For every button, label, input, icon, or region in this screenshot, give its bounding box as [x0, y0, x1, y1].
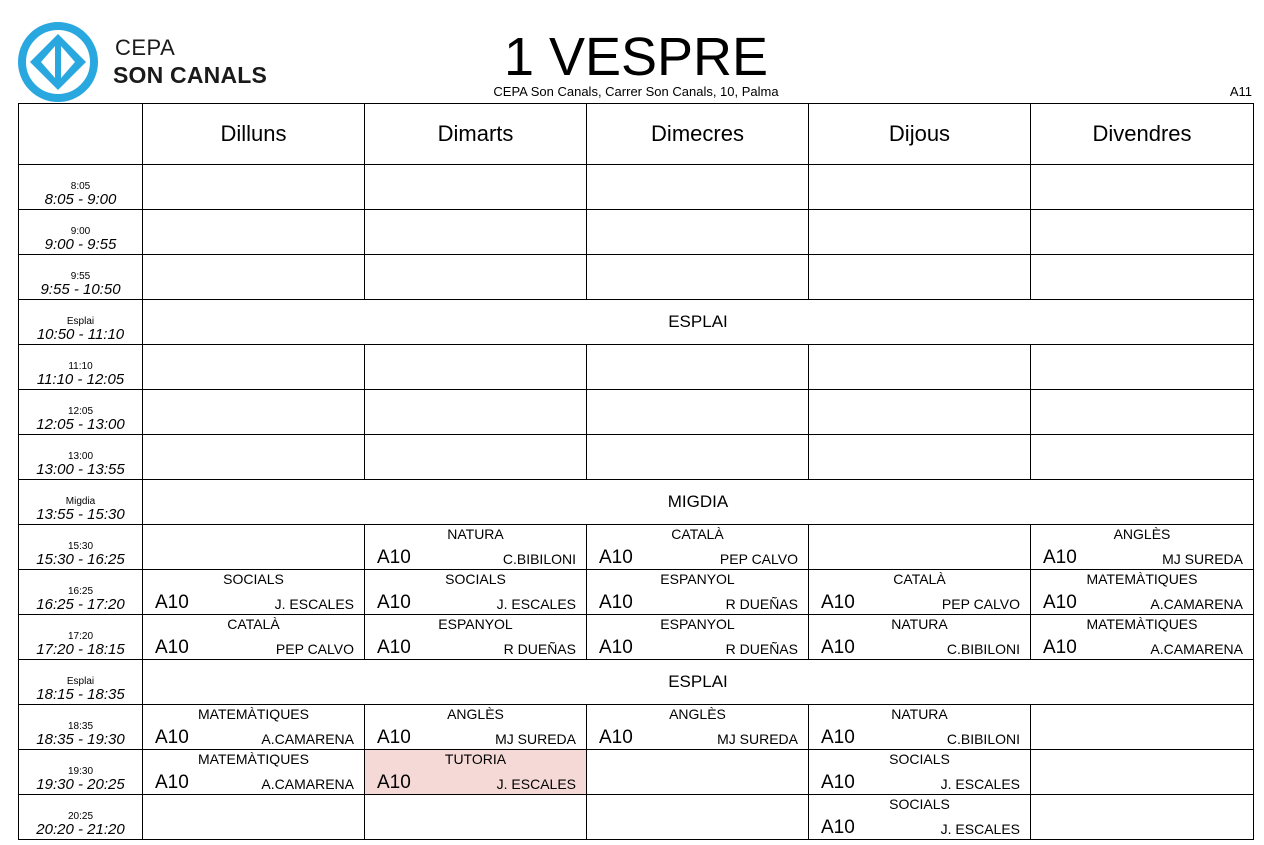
empty-cell: [1031, 345, 1254, 390]
time-slot-start: Esplai: [66, 676, 95, 687]
time-slot-range: 20:20 - 21:20: [36, 821, 125, 838]
lesson-teacher: A.CAMARENA: [1150, 596, 1243, 612]
empty-cell: [365, 255, 587, 300]
time-slot-range: 9:00 - 9:55: [44, 236, 117, 253]
lesson-teacher: PEP CALVO: [941, 596, 1020, 612]
lesson-room: A10: [1043, 592, 1077, 613]
lesson-teacher: J. ESCALES: [274, 596, 354, 612]
lesson-teacher: PEP CALVO: [275, 641, 354, 657]
lesson-room: A10: [599, 592, 633, 613]
room-code: A11: [1229, 84, 1252, 99]
time-slot-cell: [19, 615, 143, 660]
time-slot-start: 12:05: [67, 406, 94, 417]
lesson-room: A10: [1043, 547, 1077, 568]
empty-cell: [587, 750, 809, 795]
empty-cell: [809, 255, 1031, 300]
lesson-subject: SOCIALS: [223, 571, 284, 587]
time-slot-cell: [19, 480, 143, 525]
empty-cell: [365, 345, 587, 390]
lesson-subject: NATURA: [891, 616, 948, 632]
lesson-teacher: A.CAMARENA: [261, 776, 354, 792]
time-slot-range: 19:30 - 20:25: [36, 776, 125, 793]
lesson-subject: MATEMÀTIQUES: [198, 706, 309, 722]
time-slot-cell: [19, 750, 143, 795]
break-label: MIGDIA: [143, 480, 1254, 525]
empty-cell: [587, 345, 809, 390]
empty-cell: [587, 390, 809, 435]
lesson-room: A10: [377, 592, 411, 613]
school-logo-icon: [16, 20, 100, 104]
empty-cell: [143, 390, 365, 435]
time-slot-range: 13:55 - 15:30: [36, 506, 125, 523]
lesson-cell-monday: [143, 615, 365, 660]
lesson-cell-thursday: [809, 615, 1031, 660]
lesson-room: A10: [821, 772, 855, 793]
corner-cell: [19, 104, 143, 165]
empty-cell: [143, 435, 365, 480]
empty-cell: [365, 165, 587, 210]
table-row: [19, 525, 1254, 570]
lesson-cell-wednesday: [587, 525, 809, 570]
lesson-subject: ANGLÈS: [669, 706, 726, 722]
lesson-teacher: MJ SUREDA: [495, 731, 576, 747]
day-header-thursday: Dijous: [809, 104, 1031, 165]
day-header-monday: Dilluns: [143, 104, 365, 165]
lesson-room: A10: [155, 592, 189, 613]
time-slot-range: 13:00 - 13:55: [36, 461, 125, 478]
empty-cell: [587, 435, 809, 480]
empty-cell: [1031, 390, 1254, 435]
time-slot-cell: [19, 570, 143, 615]
lesson-cell-thursday: [809, 795, 1031, 840]
lesson-subject: ANGLÈS: [1113, 526, 1171, 542]
lesson-teacher: J. ESCALES: [940, 776, 1020, 792]
time-slot-cell: [19, 795, 143, 840]
day-header-wednesday: Dimecres: [587, 104, 809, 165]
break-label: ESPLAI: [143, 660, 1254, 705]
empty-cell: [365, 795, 587, 840]
lesson-cell-monday: [143, 705, 365, 750]
lesson-room: A10: [155, 727, 189, 748]
empty-cell: [143, 525, 365, 570]
lesson-teacher: C.BIBILONI: [502, 551, 576, 567]
empty-cell: [143, 165, 365, 210]
lesson-teacher: J. ESCALES: [940, 821, 1020, 837]
time-slot-cell: [19, 525, 143, 570]
empty-cell: [587, 795, 809, 840]
lesson-room: A10: [155, 637, 189, 658]
empty-cell: [1031, 165, 1254, 210]
empty-cell: [365, 390, 587, 435]
lesson-cell-tuesday: [365, 570, 587, 615]
lesson-room: A10: [821, 637, 855, 658]
table-row: [19, 660, 1254, 705]
lesson-teacher: MJ SUREDA: [717, 731, 798, 747]
time-slot-start: 19:30: [67, 766, 94, 777]
lesson-teacher: A.CAMARENA: [1150, 641, 1243, 657]
time-slot-range: 10:50 - 11:10: [36, 326, 125, 343]
time-slot-start: Migdia: [65, 496, 96, 507]
empty-cell: [587, 255, 809, 300]
time-slot-range: 11:10 - 12:05: [36, 371, 125, 388]
lesson-room: A10: [377, 547, 411, 568]
table-row: [19, 795, 1254, 840]
lesson-subject: CATALÀ: [227, 616, 280, 632]
table-row: [19, 750, 1254, 795]
lesson-room: A10: [155, 772, 189, 793]
empty-cell: [1031, 705, 1254, 750]
lesson-subject: NATURA: [447, 526, 504, 542]
lesson-room: A10: [1043, 637, 1077, 658]
table-row: [19, 165, 1254, 210]
lesson-cell-thursday: [809, 570, 1031, 615]
lesson-teacher: R DUEÑAS: [725, 596, 798, 612]
page-title: 1 VESPRE: [503, 27, 769, 87]
time-slot-cell: [19, 345, 143, 390]
lesson-room: A10: [599, 637, 633, 658]
table-row: [19, 345, 1254, 390]
lesson-cell-tuesday: [365, 615, 587, 660]
lesson-cell-tuesday: [365, 705, 587, 750]
lesson-room: A10: [821, 592, 855, 613]
lesson-subject: NATURA: [891, 706, 948, 722]
table-row: [19, 210, 1254, 255]
lesson-cell-friday: [1031, 570, 1254, 615]
time-slot-range: 8:05 - 9:00: [44, 191, 117, 208]
empty-cell: [1031, 795, 1254, 840]
lesson-cell-wednesday: [587, 705, 809, 750]
lesson-subject: TUTORIA: [444, 751, 507, 767]
empty-cell: [809, 210, 1031, 255]
lesson-room: A10: [377, 772, 411, 793]
lesson-teacher: R DUEÑAS: [503, 641, 576, 657]
lesson-cell-wednesday: [587, 570, 809, 615]
lesson-room: A10: [599, 547, 633, 568]
lesson-room: A10: [377, 727, 411, 748]
time-slot-cell: [19, 165, 143, 210]
empty-cell: [809, 525, 1031, 570]
empty-cell: [1031, 750, 1254, 795]
time-slot-range: 17:20 - 18:15: [36, 641, 125, 658]
lesson-cell-thursday: [809, 705, 1031, 750]
empty-cell: [143, 210, 365, 255]
lesson-subject: SOCIALS: [889, 751, 950, 767]
empty-cell: [143, 345, 365, 390]
time-slot-cell: [19, 300, 143, 345]
lesson-teacher: J. ESCALES: [496, 596, 576, 612]
table-row: [19, 435, 1254, 480]
lesson-subject: ANGLÈS: [447, 706, 504, 722]
time-slot-range: 12:05 - 13:00: [36, 416, 125, 433]
empty-cell: [1031, 255, 1254, 300]
time-slot-cell: [19, 390, 143, 435]
break-label: ESPLAI: [143, 300, 1254, 345]
day-header-friday: Divendres: [1031, 104, 1254, 165]
time-slot-cell: [19, 660, 143, 705]
lesson-teacher: PEP CALVO: [719, 551, 798, 567]
lesson-subject: CATALÀ: [893, 571, 946, 587]
time-slot-start: 9:55: [70, 271, 91, 282]
lesson-cell-friday: [1031, 615, 1254, 660]
empty-cell: [1031, 210, 1254, 255]
empty-cell: [809, 435, 1031, 480]
lesson-subject: MATEMÀTIQUES: [1086, 571, 1198, 587]
time-slot-start: 9:00: [70, 226, 91, 237]
table-row: [19, 255, 1254, 300]
time-slot-cell: [19, 705, 143, 750]
lesson-teacher: A.CAMARENA: [261, 731, 354, 747]
empty-cell: [1031, 435, 1254, 480]
table-row: [19, 480, 1254, 525]
empty-cell: [809, 345, 1031, 390]
time-slot-start: 17:20: [67, 631, 94, 642]
empty-cell: [809, 165, 1031, 210]
empty-cell: [587, 165, 809, 210]
time-slot-range: 16:25 - 17:20: [36, 596, 125, 613]
table-row: [19, 615, 1254, 660]
time-slot-start: 11:10: [68, 361, 93, 372]
lesson-cell-monday: [143, 750, 365, 795]
time-slot-start: 18:35: [67, 721, 94, 732]
time-slot-range: 9:55 - 10:50: [40, 281, 121, 298]
time-slot-start: 8:05: [70, 181, 91, 192]
school-address: CEPA Son Canals, Carrer Son Canals, 10, Palma: [493, 84, 779, 99]
time-slot-cell: [19, 210, 143, 255]
time-slot-start: 13:00: [67, 451, 94, 462]
lesson-room: A10: [377, 637, 411, 658]
lesson-cell-monday: [143, 570, 365, 615]
lesson-teacher: R DUEÑAS: [725, 641, 798, 657]
lesson-subject: MATEMÀTIQUES: [1086, 616, 1198, 632]
lesson-subject: ESPANYOL: [660, 616, 735, 632]
lesson-cell-friday: [1031, 525, 1254, 570]
empty-cell: [365, 435, 587, 480]
lesson-room: A10: [821, 817, 855, 838]
time-slot-start: 16:25: [67, 586, 94, 597]
table-row: [19, 705, 1254, 750]
lesson-subject: CATALÀ: [671, 526, 724, 542]
lesson-subject: SOCIALS: [445, 571, 506, 587]
empty-cell: [587, 210, 809, 255]
table-row: [19, 570, 1254, 615]
empty-cell: [143, 795, 365, 840]
logo-text-cepa: CEPA: [115, 35, 176, 60]
lesson-cell-tuesday: [365, 525, 587, 570]
lesson-subject: ESPANYOL: [438, 616, 513, 632]
time-slot-range: 15:30 - 16:25: [36, 551, 125, 568]
header-row: [19, 104, 1254, 165]
time-slot-start: 20:25: [67, 811, 94, 822]
lesson-cell-wednesday: [587, 615, 809, 660]
lesson-subject: MATEMÀTIQUES: [198, 751, 309, 767]
lesson-room: A10: [821, 727, 855, 748]
lesson-teacher: C.BIBILONI: [946, 641, 1020, 657]
day-header-tuesday: Dimarts: [365, 104, 587, 165]
lesson-teacher: MJ SUREDA: [1162, 551, 1243, 567]
time-slot-start: 15:30: [67, 541, 94, 552]
lesson-room: A10: [599, 727, 633, 748]
empty-cell: [143, 255, 365, 300]
lesson-subject: ESPANYOL: [660, 571, 735, 587]
empty-cell: [809, 390, 1031, 435]
table-row: [19, 390, 1254, 435]
lesson-cell-tuesday: [365, 750, 587, 795]
time-slot-range: 18:15 - 18:35: [36, 686, 125, 703]
logo-text-school: SON CANALS: [113, 62, 268, 88]
lesson-teacher: C.BIBILONI: [946, 731, 1020, 747]
time-slot-start: Esplai: [66, 316, 95, 327]
lesson-teacher: J. ESCALES: [496, 776, 576, 792]
table-row: [19, 300, 1254, 345]
empty-cell: [365, 210, 587, 255]
time-slot-cell: [19, 255, 143, 300]
time-slot-cell: [19, 435, 143, 480]
lesson-cell-thursday: [809, 750, 1031, 795]
lesson-subject: SOCIALS: [889, 796, 950, 812]
time-slot-range: 18:35 - 19:30: [36, 731, 125, 748]
timetable: [18, 103, 1254, 840]
